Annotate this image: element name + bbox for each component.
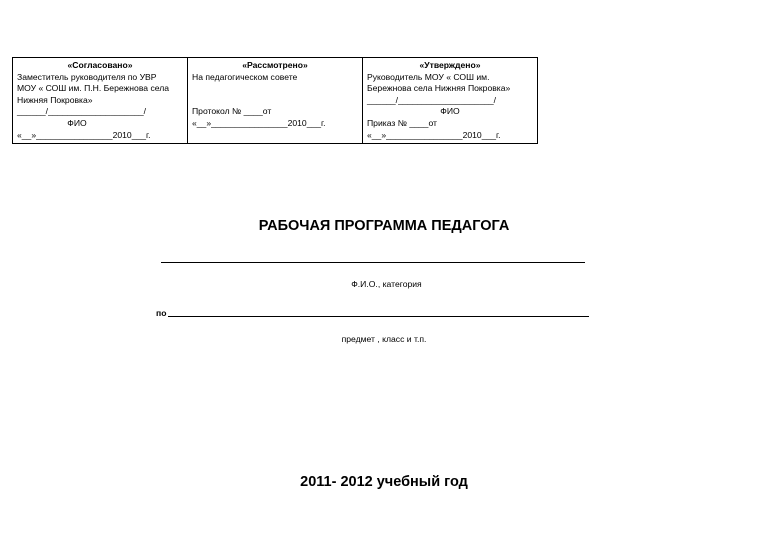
fio-fill-line: [161, 262, 585, 263]
approved-line: Руководитель МОУ « СОШ им.: [367, 71, 490, 82]
academic-year: 2011- 2012 учебный год: [300, 474, 468, 490]
subject-prefix: по: [156, 308, 167, 318]
subject-caption: предмет , класс и т.п.: [341, 334, 427, 344]
approval-agreed-cell: [13, 58, 188, 143]
approved-line: Бережнова села Нижняя Покровка»: [367, 83, 511, 94]
reviewed-title: «Рассмотрено»: [242, 60, 308, 70]
approved-signature-line: ______/____________________/: [367, 94, 497, 105]
reviewed-line: На педагогическом совете: [192, 71, 298, 82]
agreed-line: Нижняя Покровка»: [17, 94, 93, 105]
agreed-date: «__»________________2010___г.: [17, 129, 151, 140]
approved-title: «Утверждено»: [419, 60, 481, 70]
agreed-line: МОУ « СОШ им. П.Н. Бережнова села: [17, 83, 170, 94]
reviewed-protocol: Протокол № ____от: [192, 106, 272, 117]
approved-order: Приказ № ____от: [367, 117, 437, 128]
subject-fill-line: [168, 316, 589, 317]
approval-reviewed-cell: [188, 58, 363, 143]
agreed-title: «Согласовано»: [67, 60, 133, 70]
agreed-signature-line: ______/____________________/: [17, 106, 147, 117]
approval-table: [12, 57, 538, 144]
fio-caption: Ф.И.О., категория: [351, 279, 422, 289]
approved-fio-label: ФИО: [440, 106, 460, 117]
document-title: РАБОЧАЯ ПРОГРАММА ПЕДАГОГА: [258, 218, 510, 234]
approval-approved-cell: [363, 58, 537, 143]
agreed-fio-label: ФИО: [67, 117, 87, 128]
approved-date: «__»________________2010___г.: [367, 129, 501, 140]
reviewed-date: «__»________________2010___г.: [192, 117, 326, 128]
agreed-line: Заместитель руководителя по УВР: [17, 71, 157, 82]
